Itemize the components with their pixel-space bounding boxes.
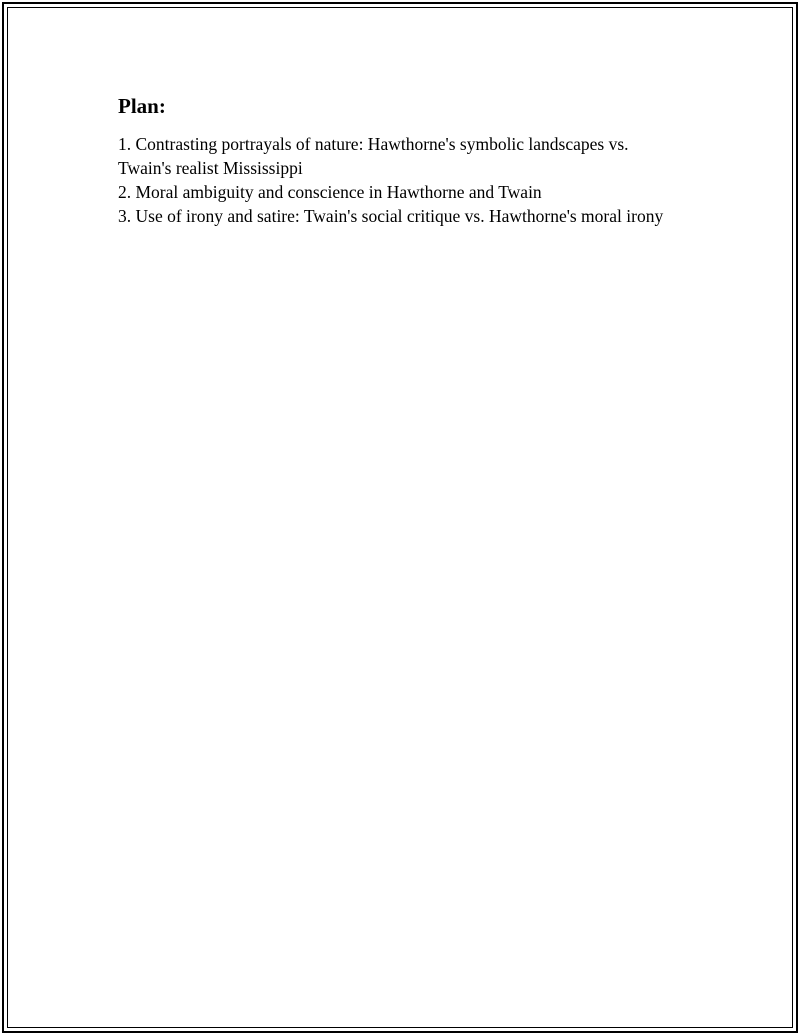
plan-item-1: 1. Contrasting portrayals of nature: Hawthorne's symbolic landscapes vs. Twain's realist Mississippi xyxy=(118,134,629,178)
plan-item-2: 2. Moral ambiguity and conscience in Hawthorne and Twain xyxy=(118,182,542,202)
document-body xyxy=(118,92,678,228)
plan-list xyxy=(118,132,678,228)
plan-heading: Plan: xyxy=(118,94,166,118)
plan-item-3: 3. Use of irony and satire: Twain's social critique vs. Hawthorne's moral irony xyxy=(118,206,664,226)
